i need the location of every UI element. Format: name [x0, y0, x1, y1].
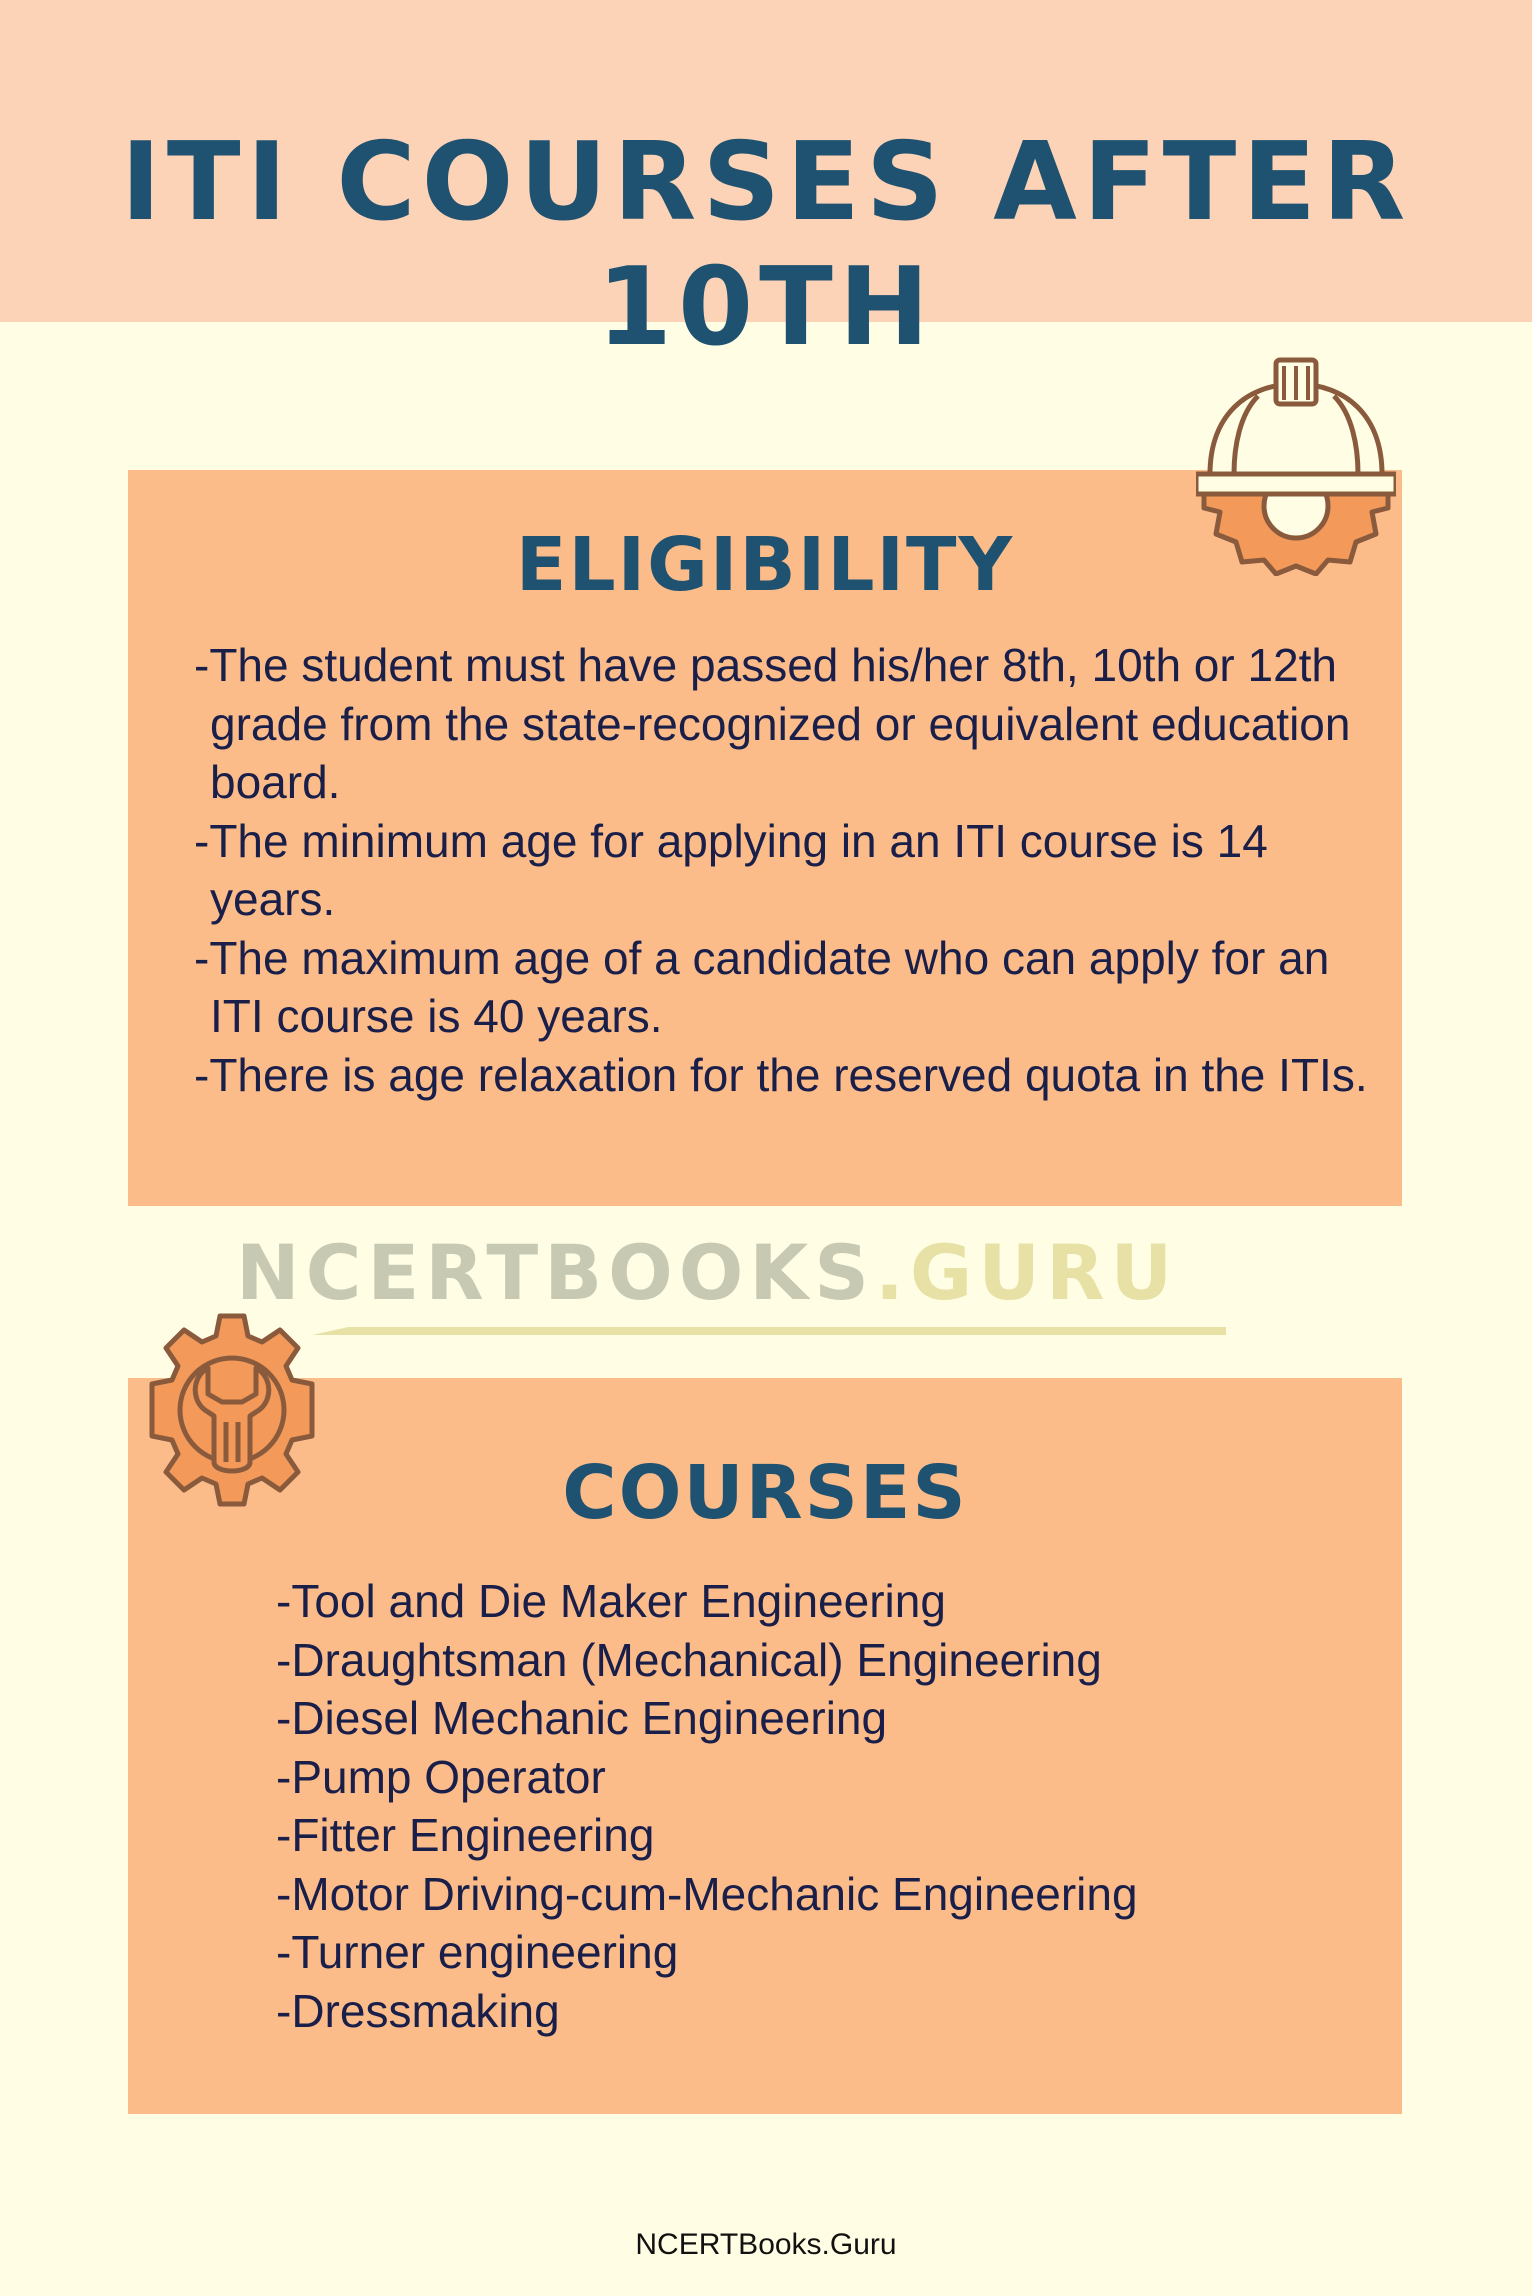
wrench-gear-icon	[134, 1312, 330, 1508]
list-item: -The maximum age of a candidate who can apply for an ITI course is 40 years.	[194, 931, 1330, 1042]
list-item: -The minimum age for applying in an ITI course is 14 years.	[194, 814, 1268, 925]
eligibility-heading: ELIGIBILITY	[515, 522, 1015, 608]
list-item: -Turner engineering	[276, 1926, 679, 1978]
list-item: -Draughtsman (Mechanical) Engineering	[276, 1633, 1102, 1686]
footer-text: NCERTBooks.Guru	[635, 2228, 897, 2261]
list-item: -Pump Operator	[276, 1750, 606, 1803]
list-item: -There is age relaxation for the reserved quota in the ITIs.	[194, 1048, 1368, 1101]
list-item: -Fitter Engineering	[276, 1809, 655, 1861]
header-banner	[0, 0, 1532, 370]
list-item: -The student must have passed his/her 8th, 10th or 12th grade from the state-recognized or equivalent education board.	[194, 639, 1351, 808]
list-item: -Dressmaking	[276, 1984, 560, 2037]
courses-heading: COURSES	[562, 1450, 968, 1536]
list-item: -Motor Driving-cum-Mechanic Engineering	[276, 1867, 1138, 1920]
watermark-part2: .GURU	[875, 1228, 1179, 1317]
watermark-logo	[236, 1228, 1296, 1317]
list-item: -Tool and Die Maker Engineering	[276, 1575, 946, 1627]
eligibility-card	[128, 470, 1402, 1206]
courses-list	[276, 1572, 1376, 2040]
list-item: -Diesel Mechanic Engineering	[276, 1692, 888, 1744]
eligibility-list	[194, 636, 1384, 1104]
helmet-gear-icon	[1196, 356, 1396, 576]
watermark-part1: NCERTBOOKS	[236, 1228, 876, 1317]
watermark-underline	[312, 1327, 1226, 1335]
page-title: ITI COURSES AFTER 10TH	[120, 120, 1412, 370]
